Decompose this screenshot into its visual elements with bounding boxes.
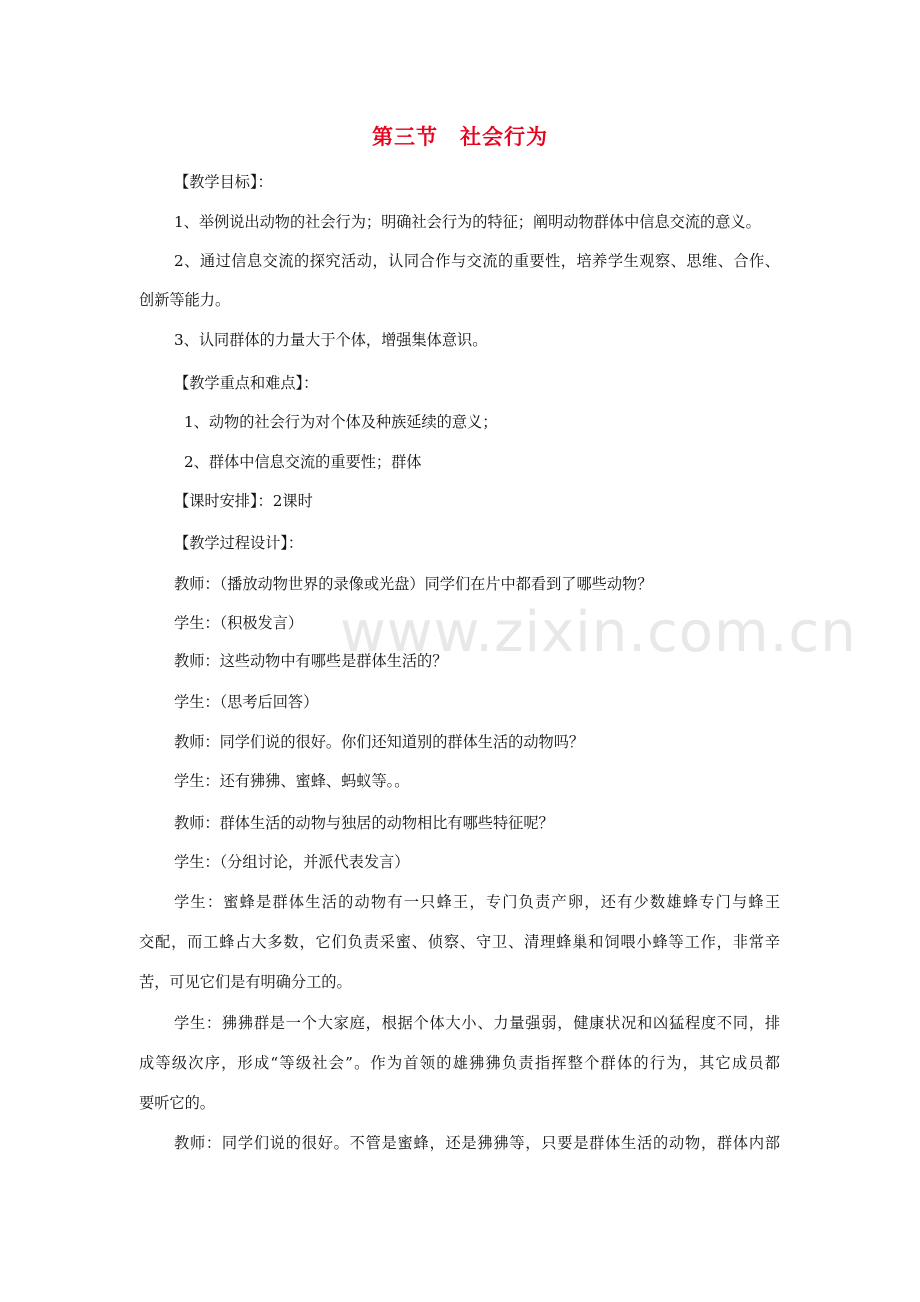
paragraph-bees-line-2: 交配，而工蜂占大多数，它们负责采蜜、侦察、守卫、清理蜂巢和饲喂小蜂等工作，非常辛 [139, 933, 780, 951]
objective-1: 1、举例说出动物的社会行为；明确社会行为的特征；阐明动物群体中信息交流的意义。 [174, 213, 761, 231]
paragraph-teacher-line-1: 教师：同学们说的很好。不管是蜜蜂，还是狒狒等，只要是群体生活的动物，群体内部 [174, 1134, 780, 1152]
objective-2-line-1: 2、通过信息交流的探究活动，认同合作与交流的重要性，培养学生观察、思维、合作、 [174, 252, 780, 270]
dialogue-line: 学生：（思考后回答） [174, 693, 319, 711]
section-heading-objectives: 【教学目标】： [174, 173, 273, 191]
paragraph-baboons-line-1: 学生：狒狒群是一个大家庭，根据个体大小、力量强弱，健康状况和凶猛程度不同，排 [174, 1014, 780, 1032]
dialogue-line: 教师：群体生活的动物与独居的动物相比有哪些特征呢？ [174, 814, 554, 832]
key-point-1: 1、动物的社会行为对个体及种族延续的意义； [184, 413, 498, 431]
paragraph-bees-line-1: 学生：蜜蜂是群体生活的动物有一只蜂王，专门负责产卵，还有少数雄蜂专门与蜂王 [174, 893, 780, 911]
section-heading-key-points: 【教学重点和难点】： [174, 374, 319, 392]
dialogue-line: 学生：（积极发言） [174, 614, 304, 632]
paragraph-baboons-line-2: 成等级次序，形成“等级社会”。作为首领的雄狒狒负责指挥整个群体的行为，其它成员都 [139, 1054, 780, 1072]
objective-2-line-2: 创新等能力。 [139, 291, 231, 309]
dialogue-line: 教师：这些动物中有哪些是群体生活的？ [174, 652, 448, 670]
watermark: www.zixin.com.cn [340, 600, 857, 665]
dialogue-line: 教师：（播放动物世界的录像或光盘）同学们在片中都看到了哪些动物？ [174, 575, 653, 593]
dialogue-line: 教师：同学们说的很好。你们还知道别的群体生活的动物吗？ [174, 733, 585, 751]
objective-3: 3、认同群体的力量大于个体，增强集体意识。 [174, 331, 488, 349]
section-heading-process: 【教学过程设计】： [174, 534, 304, 552]
key-point-2: 2、群体中信息交流的重要性；群体 [184, 453, 422, 471]
page-title: 第三节 社会行为 [372, 125, 548, 149]
dialogue-line: 学生：还有狒狒、蜜蜂、蚂蚁等。。 [174, 772, 410, 790]
section-heading-schedule: 【课时安排】：2课时 [174, 492, 313, 510]
paragraph-bees-line-3: 苦，可见它们是有明确分工的。 [139, 973, 352, 991]
paragraph-baboons-line-3: 要听它的。 [139, 1094, 215, 1112]
dialogue-line: 学生：（分组讨论，并派代表发言） [174, 853, 410, 871]
